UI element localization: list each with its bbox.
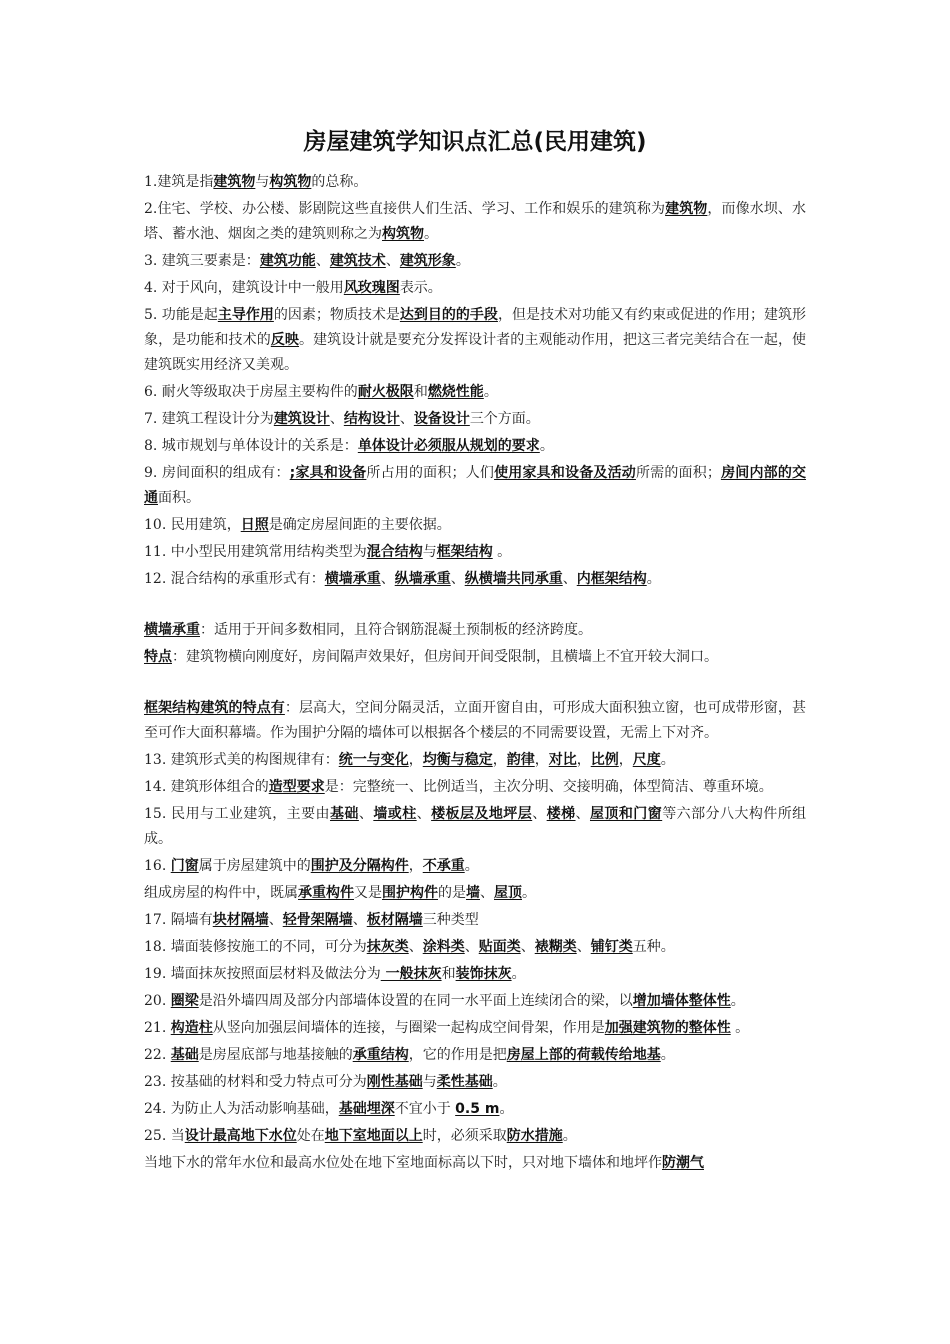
text-segment: 。 <box>660 752 675 768</box>
text-segment: 、 <box>380 571 395 587</box>
knowledge-paragraph <box>144 170 806 195</box>
knowledge-paragraph <box>144 461 806 511</box>
knowledge-paragraph <box>144 1124 806 1149</box>
text-segment: 等六部分八大构件所组成。 <box>144 806 807 847</box>
knowledge-paragraph <box>144 748 806 773</box>
key-term: 框架结构 <box>436 544 493 560</box>
key-term: 抹灰类 <box>366 939 409 955</box>
text-segment: 。 <box>511 966 526 982</box>
paragraph-spacer <box>144 670 806 694</box>
key-term: 基础埋深 <box>338 1101 395 1117</box>
paragraph-spacer <box>144 592 806 616</box>
key-term: 达到目的的手段 <box>399 307 498 323</box>
key-term: 结构设计 <box>343 411 400 427</box>
text-segment: 7. 建筑工程设计分为 <box>144 411 274 427</box>
text-segment: 12. 混合结构的承重形式有： <box>144 571 325 587</box>
text-segment: 11. 中小型民用建筑常用结构类型为 <box>144 544 367 560</box>
key-term: 门窗 <box>170 858 199 874</box>
text-segment: 15. 民用与工业建筑，主要由 <box>144 806 330 822</box>
key-term: 防水措施 <box>506 1128 563 1144</box>
text-segment: 的总称。 <box>311 174 368 190</box>
key-term: 框架结构建筑的特点有 <box>144 700 285 716</box>
key-term: 增加墙体整体性 <box>632 993 731 1009</box>
text-segment: 4. 对于风向，建筑设计中一般用 <box>144 280 344 296</box>
key-term: 围护及分隔构件 <box>310 858 409 874</box>
key-term: 柔性基础 <box>436 1074 493 1090</box>
key-term: ;家具和设备 <box>289 465 367 481</box>
key-term: 轻骨架隔墙 <box>282 912 353 928</box>
key-term: 主导作用 <box>217 307 274 323</box>
text-segment: 。 <box>539 438 554 454</box>
key-term: 围护构件 <box>382 885 438 901</box>
text-segment: 、 <box>480 885 494 901</box>
knowledge-paragraph <box>144 1043 806 1068</box>
text-segment: 是确定房屋间距的主要依据。 <box>268 517 451 533</box>
key-term: 涂料类 <box>422 939 465 955</box>
text-segment: 所需的面积； <box>635 465 721 481</box>
text-segment: 。 <box>660 1047 675 1063</box>
key-term: 块材隔墙 <box>212 912 269 928</box>
text-segment: 。 <box>455 253 470 269</box>
text-segment: 面积。 <box>158 490 200 506</box>
key-term: 基础 <box>329 806 359 822</box>
text-segment: ，而像水坝、水塔、蓄水池、烟囱之类的建筑则称之为 <box>144 201 807 242</box>
key-term: 构造柱 <box>170 1020 213 1036</box>
text-segment: ， <box>408 752 423 768</box>
text-segment: 时，必须采取 <box>422 1128 507 1144</box>
text-segment: 、 <box>385 253 400 269</box>
text-segment: 24. 为防止人为活动影响基础， <box>144 1101 339 1117</box>
key-term: 房间内部的交通 <box>144 465 807 506</box>
text-segment: 所占用的面积；人们 <box>366 465 495 481</box>
text-segment: 。 <box>646 571 661 587</box>
knowledge-paragraph <box>144 696 806 746</box>
knowledge-paragraph <box>144 276 806 301</box>
document-body <box>144 168 806 1176</box>
key-term: 墙或柱 <box>373 806 417 822</box>
text-segment: 18. 墙面装修按施工的不同，可分为 <box>144 939 367 955</box>
text-segment: 20. <box>144 993 171 1009</box>
text-segment: 的因素；物质技术是 <box>273 307 400 323</box>
key-term: 使用家具和设备及活动 <box>494 465 636 481</box>
knowledge-paragraph <box>144 1070 806 1095</box>
key-term: 内框架结构 <box>576 571 647 587</box>
text-segment: 与 <box>422 1074 437 1090</box>
key-term: 承重构件 <box>298 885 354 901</box>
knowledge-paragraph <box>144 1097 806 1122</box>
key-term: 裱糊类 <box>534 939 577 955</box>
key-term: 板材隔墙 <box>366 912 423 928</box>
key-term: 一般抹灰 <box>380 966 442 982</box>
key-term: 混合结构 <box>366 544 423 560</box>
key-term: 均衡与稳定 <box>422 752 493 768</box>
text-segment: 表示。 <box>399 280 442 296</box>
knowledge-paragraph <box>144 881 806 906</box>
text-segment: 当地下水的常年水位和最高水位处在地下室地面标高以下时，只对地下墙体和地坪作 <box>144 1155 662 1171</box>
text-segment: 、 <box>358 806 374 822</box>
key-term: 装饰抹灰 <box>455 966 512 982</box>
text-segment: 。 <box>424 226 438 242</box>
key-term: 反映 <box>270 332 299 348</box>
text-segment: 的是 <box>438 885 466 901</box>
text-segment: 21. <box>144 1020 171 1036</box>
text-segment: 和 <box>441 966 456 982</box>
knowledge-paragraph <box>144 1016 806 1041</box>
text-segment: ， <box>408 858 423 874</box>
text-segment: 8. 城市规划与单体设计的关系是： <box>144 438 358 454</box>
text-segment: ：适用于开间多数相同，且符合钢筋混凝土预制板的经济跨度。 <box>200 622 592 638</box>
knowledge-paragraph <box>144 962 806 987</box>
knowledge-paragraph <box>144 434 806 459</box>
knowledge-paragraph <box>144 854 806 879</box>
text-segment: 6. 耐火等级取决于房屋主要构件的 <box>144 384 358 400</box>
knowledge-paragraph <box>144 908 806 933</box>
text-segment: ， <box>618 752 633 768</box>
key-term: 横墙承重 <box>144 622 200 638</box>
text-segment: 9. 房间面积的组成有： <box>144 465 290 481</box>
text-segment: 不宜小于 <box>394 1101 456 1117</box>
key-term: 风玫瑰图 <box>343 280 400 296</box>
knowledge-paragraph <box>144 989 806 1014</box>
text-segment: 2.住宅、学校、办公楼、影剧院这些直接供人们生活、学习、工作和娱乐的建筑称为 <box>144 201 666 217</box>
text-segment: 组成房屋的构件中，既属 <box>144 885 298 901</box>
key-term: 0.5 m <box>455 1101 500 1117</box>
key-term: 楼板层及地坪层 <box>431 806 533 822</box>
key-term: 建筑功能 <box>259 253 316 269</box>
key-term: 单体设计必须服从规划的要求 <box>357 438 540 454</box>
key-term: 建筑物 <box>665 201 708 217</box>
key-term: 比例 <box>590 752 619 768</box>
text-segment: ：层高大，空间分隔灵活，立面开窗自由，可形成大面积独立窗，也可成带形窗，甚至可作大面积幕墙。作为围护分隔的墙体可以根据各个楼层的不同需要设置，无需上下对齐。 <box>144 700 807 741</box>
knowledge-paragraph <box>144 380 806 405</box>
key-term: 楼梯 <box>546 806 576 822</box>
text-segment: 是：完整统一、比例适当，主次分明、交接明确，体型简洁、尊重环境。 <box>324 779 773 795</box>
key-term: 加强建筑物的整体性 <box>604 1020 731 1036</box>
text-segment: 、 <box>352 912 367 928</box>
key-term: 特点 <box>144 649 172 665</box>
text-segment: 10. 民用建筑， <box>144 517 241 533</box>
text-segment: 、 <box>576 939 591 955</box>
text-segment: 处在 <box>296 1128 325 1144</box>
text-segment: 、 <box>268 912 283 928</box>
page-title: 房屋建筑学知识点汇总(民用建筑) <box>303 129 647 155</box>
key-term: 贴面类 <box>478 939 521 955</box>
knowledge-paragraph <box>144 513 806 538</box>
text-segment: 。 <box>464 858 479 874</box>
text-segment: 是房屋底部与地基接触的 <box>198 1047 353 1063</box>
text-segment: ，它的作用是把 <box>408 1047 507 1063</box>
text-segment: 、 <box>464 939 479 955</box>
knowledge-paragraph <box>144 935 806 960</box>
key-term: 屋顶和门窗 <box>589 806 663 822</box>
key-term: 对比 <box>548 752 577 768</box>
knowledge-paragraph <box>144 540 806 565</box>
text-segment: 和 <box>413 384 428 400</box>
key-term: 横墙承重 <box>324 571 381 587</box>
text-segment: 与 <box>422 544 437 560</box>
key-term: 建筑形象 <box>399 253 456 269</box>
key-term: 刚性基础 <box>366 1074 423 1090</box>
text-segment: 13. 建筑形式美的构图规律有： <box>144 752 339 768</box>
text-segment: 。 <box>730 1020 750 1036</box>
text-segment: 、 <box>532 806 547 822</box>
text-segment: 5. 功能是起 <box>144 307 218 323</box>
text-segment: 17. 隔墙有 <box>144 912 213 928</box>
key-term: 建筑设计 <box>273 411 330 427</box>
text-segment: ， <box>576 752 591 768</box>
text-segment: ， <box>492 752 507 768</box>
text-segment: 。 <box>730 993 745 1009</box>
text-segment: 、 <box>416 806 432 822</box>
text-segment: 。 <box>492 544 512 560</box>
text-segment: 属于房屋建筑中的 <box>198 858 311 874</box>
key-term: 统一与变化 <box>338 752 409 768</box>
key-term: 建筑物 <box>213 174 256 190</box>
key-term: 构筑物 <box>382 226 424 242</box>
text-segment: 。 <box>562 1128 577 1144</box>
key-term: 防潮气 <box>662 1155 704 1171</box>
knowledge-paragraph <box>144 802 806 852</box>
text-segment: 三种类型 <box>422 912 479 928</box>
knowledge-paragraph <box>144 645 806 670</box>
key-term: 燃烧性能 <box>427 384 484 400</box>
text-segment: 22. <box>144 1047 171 1063</box>
knowledge-paragraph <box>144 407 806 432</box>
knowledge-paragraph <box>144 567 806 592</box>
text-segment: 、 <box>399 411 414 427</box>
knowledge-paragraph <box>144 775 806 800</box>
key-term: 设计最高地下水位 <box>184 1128 297 1144</box>
key-term: 尺度 <box>632 752 661 768</box>
text-segment: ，但是技术对功能又有约束或促进的作用；建筑形象，是功能和技术的 <box>144 307 807 348</box>
text-segment: 、 <box>520 939 535 955</box>
key-term: 韵律 <box>506 752 535 768</box>
text-segment: 19. 墙面抹灰按照面层材料及做法分为 <box>144 966 381 982</box>
text-segment: 、 <box>408 939 423 955</box>
text-segment: 从竖向加强层间墙体的连接，与圈梁一起构成空间骨架，作用是 <box>212 1020 605 1036</box>
text-segment: 16. <box>144 858 171 874</box>
knowledge-paragraph <box>144 618 806 643</box>
key-term: 房屋上部的荷载传给地基 <box>506 1047 661 1063</box>
text-segment: ， <box>534 752 549 768</box>
key-term: 地下室地面以上 <box>324 1128 423 1144</box>
knowledge-paragraph <box>144 249 806 274</box>
text-segment: 1.建筑是指 <box>144 174 214 190</box>
key-term: 日照 <box>240 517 269 533</box>
key-term: 屋顶 <box>494 885 522 901</box>
text-segment: 。 <box>483 384 498 400</box>
key-term: 基础 <box>170 1047 199 1063</box>
text-segment: 14. 建筑形体组合的 <box>144 779 269 795</box>
text-segment: 、 <box>329 411 344 427</box>
text-segment: 五种。 <box>632 939 675 955</box>
text-segment: 三个方面。 <box>469 411 540 427</box>
key-term: 纵横墙共同承重 <box>464 571 563 587</box>
text-segment: 是沿外墙四周及部分内部墙体设置的在同一水平面上连续闭合的梁，以 <box>198 993 633 1009</box>
key-term: 耐火极限 <box>357 384 414 400</box>
key-term: 墙 <box>466 885 480 901</box>
knowledge-paragraph <box>144 303 806 378</box>
text-segment: 、 <box>575 806 590 822</box>
knowledge-paragraph <box>144 1151 806 1176</box>
key-term: 设备设计 <box>413 411 470 427</box>
text-segment: 3. 建筑三要素是： <box>144 253 260 269</box>
key-term: 造型要求 <box>268 779 325 795</box>
text-segment: 与 <box>255 174 270 190</box>
key-term: 构筑物 <box>269 174 312 190</box>
key-term: 纵墙承重 <box>394 571 451 587</box>
text-segment: 25. 当 <box>144 1128 185 1144</box>
text-segment: 、 <box>315 253 330 269</box>
text-segment: 、 <box>450 571 465 587</box>
text-segment: ：建筑物横向刚度好，房间隔声效果好，但房间开间受限制，且横墙上不宜开较大洞口。 <box>172 649 718 665</box>
text-segment: 。建筑设计就是要充分发挥设计者的主观能动作用，把这三者完美结合在一起，使建筑既实用经济又美观。 <box>144 332 807 373</box>
text-segment: 。 <box>522 885 536 901</box>
key-term: 圈梁 <box>170 993 199 1009</box>
key-term: 建筑技术 <box>329 253 386 269</box>
text-segment: 23. 按基础的材料和受力特点可分为 <box>144 1074 367 1090</box>
text-segment: 。 <box>499 1101 514 1117</box>
text-segment: 、 <box>562 571 577 587</box>
key-term: 承重结构 <box>352 1047 409 1063</box>
knowledge-paragraph <box>144 197 806 247</box>
key-term: 不承重 <box>422 858 465 874</box>
key-term: 铺钉类 <box>590 939 633 955</box>
text-segment: 。 <box>492 1074 507 1090</box>
text-segment: 又是 <box>354 885 382 901</box>
